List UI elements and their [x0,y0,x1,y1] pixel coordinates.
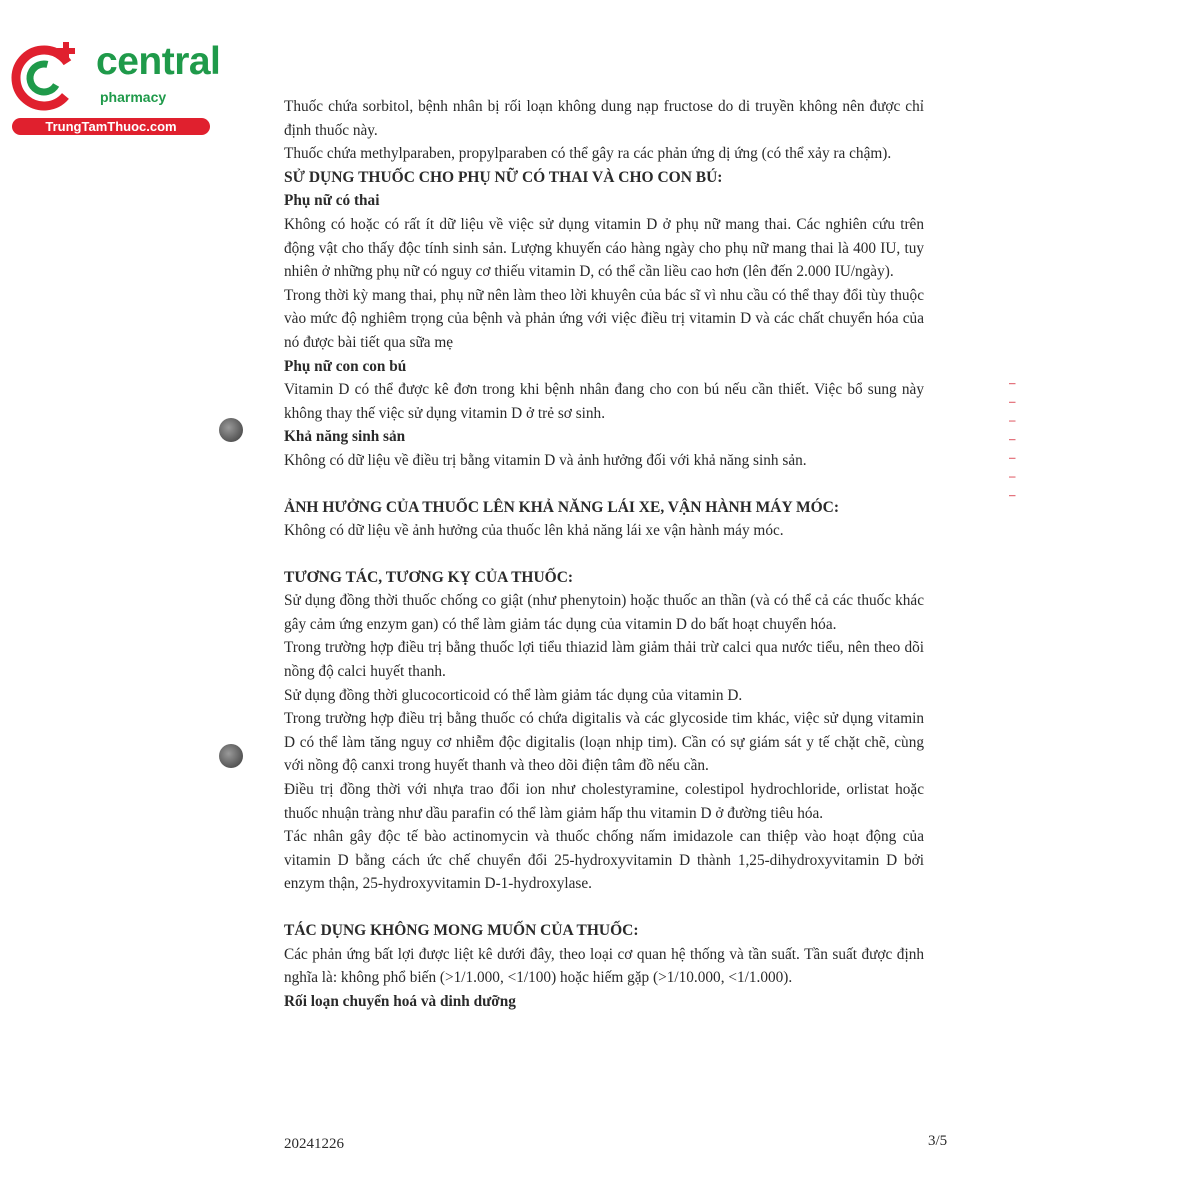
pharmacy-logo [10,38,221,138]
paragraph: Trong trường hợp điều trị bằng thuốc có chứa digitalis và các glycoside tim khác, việc sử dụng vitamin D có thể làm tăng nguy cơ nhiễm độc digitalis (loạn nhịp tim). Cần có sự giám sát y tế chặt chẽ, cùng với nồng độ canxi trong huyết thanh và theo dõi điện tâm đồ nếu cần. [284,710,924,775]
subsection-heading: Phụ nữ con con bú [284,357,407,375]
subsection-heading: Khả năng sinh sản [284,428,406,446]
paragraph: Tác nhân gây độc tế bào actinomycin và thuốc chống nấm imidazole can thiệp vào hoạt động của vitamin D bằng cách ức chế chuyển đổi 25-hydroxyvitamin D thành 1,25-dihydroxyvitamin D bởi enzym thận, 25-hydroxyvitamin D-1-hydroxylase. [284,828,924,893]
paragraph: Các phản ứng bất lợi được liệt kê dưới đây, theo loại cơ quan hệ thống và tần suất. Tần suất được định nghĩa là: không phổ biến (>1/1.000, <1/100) hoặc hiếm gặp (>1/10.000, <1/1.000). [284,945,924,987]
paragraph: Không có dữ liệu về ảnh hưởng của thuốc lên khả năng lái xe vận hành máy móc. [284,522,784,540]
paragraph: Vitamin D có thể được kê đơn trong khi bệnh nhân đang cho con bú nếu cần thiết. Việc bổ sung này không thay thế việc sử dụng vitamin D ở trẻ sơ sinh. [284,381,924,422]
section-heading: TƯƠNG TÁC, TƯƠNG KỴ CỦA THUỐC: [284,568,574,586]
document-body [284,95,924,1013]
section-heading: ẢNH HƯỞNG CỦA THUỐC LÊN KHẢ NĂNG LÁI XE, VẬN HÀNH MÁY MÓC: [284,498,839,516]
subsection-heading: Phụ nữ có thai [284,192,380,210]
paragraph: Điều trị đồng thời với nhựa trao đổi ion như cholestyramine, colestipol hydrochloride, orlistat hoặc thuốc nhuận tràng như dầu parafin có thể làm giảm hấp thu vitamin D ở đường tiêu hóa. [284,781,924,822]
paragraph: Sử dụng đồng thời thuốc chống co giật (như phenytoin) hoặc thuốc an thần (và có thể cả các thuốc khác gây cảm ứng enzym gan) có thể làm giảm tác dụng của vitamin D do bất hoạt chuyển hóa. [284,592,924,633]
paragraph: Không có dữ liệu về điều trị bằng vitamin D và ảnh hưởng đối với khả năng sinh sản. [284,451,807,469]
section-heading: SỬ DỤNG THUỐC CHO PHỤ NỮ CÓ THAI VÀ CHO CON BÚ: [284,168,723,186]
paragraph: Trong thời kỳ mang thai, phụ nữ nên làm theo lời khuyên của bác sĩ vì nhu cầu có thể thay đổi tùy thuộc vào mức độ nghiêm trọng của bệnh và phản ứng với việc điều trị vitamin D và các chất chuyển hóa của nó được bài tiết qua sữa mẹ [284,286,924,351]
subsection-heading: Rối loạn chuyển hoá và dinh dưỡng [284,992,516,1010]
logo-name: central [96,40,221,83]
paragraph: Sử dụng đồng thời glucocorticoid có thể làm giảm tác dụng của vitamin D. [284,686,743,704]
logo-subtitle: pharmacy [100,89,167,105]
section-heading: TÁC DỤNG KHÔNG MONG MUỐN CỦA THUỐC: [284,922,639,939]
central-pharmacy-logo-icon [10,38,84,112]
paragraph: Thuốc chứa sorbitol, bệnh nhân bị rối loạn không dung nạp fructose do di truyền không nên được chỉ định thuốc này. [284,98,924,139]
punch-hole-bottom [219,744,243,768]
paragraph: Không có hoặc có rất ít dữ liệu về việc sử dụng vitamin D ở phụ nữ mang thai. Các nghiên cứu trên động vật cho thấy độc tính sinh sản. Lượng khuyến cáo hàng ngày cho phụ nữ mang thai là 400 IU, tuy nhiên ở những phụ nữ có nguy cơ thiếu vitamin D, có thể cần liều cao hơn (lên đến 2.000 IU/ngày). [284,215,924,281]
punch-hole-top [219,418,243,442]
document-code: 20241226 [284,1136,344,1152]
paragraph: Trong trường hợp điều trị bằng thuốc lợi tiểu thiazid làm giảm thải trừ calci qua nước tiểu, nên theo dõi nồng độ calci huyết thanh. [284,639,924,681]
logo-website-badge: TrungTamThuoc.com [12,118,210,135]
red-stamp-mark: ı ı ı ı ı ı ı [1006,382,1020,504]
page-number: 3/5 [928,1133,948,1149]
paragraph: Thuốc chứa methylparaben, propylparaben có thể gây ra các phản ứng dị ứng (có thể xảy ra chậm). [284,145,892,163]
